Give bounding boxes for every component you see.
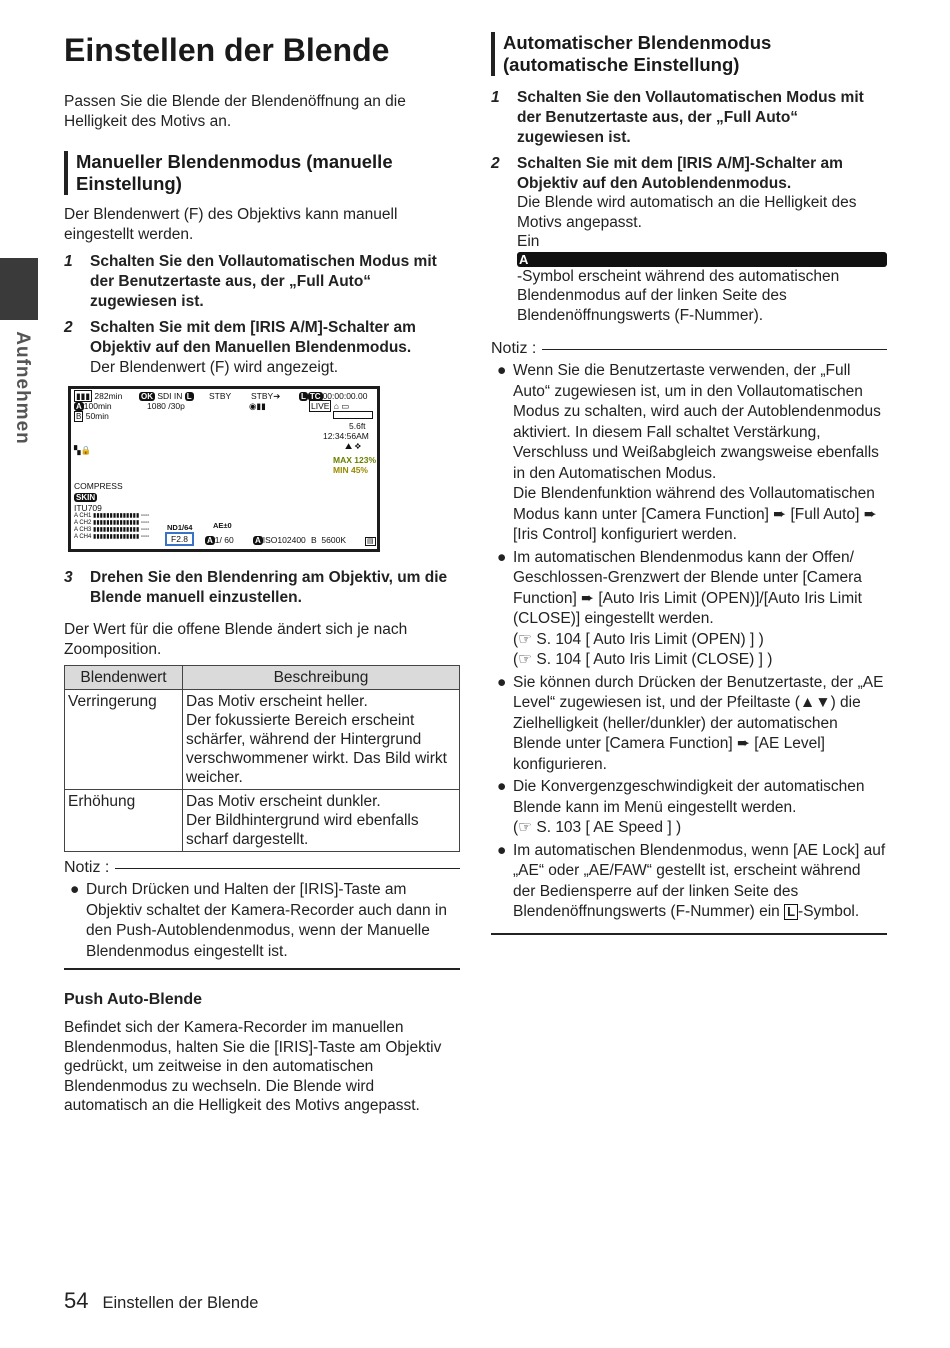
note-end-rule bbox=[491, 933, 887, 935]
note-header: Notiz : bbox=[491, 339, 887, 359]
white-balance: B 5600K bbox=[311, 535, 346, 545]
table-row bbox=[65, 690, 460, 790]
page-number: 54 bbox=[64, 1288, 89, 1313]
sdi-in-indicator: OK SDI IN L bbox=[141, 391, 192, 401]
lock-icon: ▚🔒 bbox=[74, 445, 92, 455]
right-column bbox=[491, 32, 887, 935]
clock: 12:34:56AM bbox=[323, 431, 369, 441]
table-cell: Verringerung bbox=[65, 690, 183, 790]
table-cell: Erhöhung bbox=[65, 790, 183, 852]
page-footer bbox=[64, 1288, 258, 1314]
zebra-max: MAX 123% bbox=[333, 455, 377, 465]
page-reference-link[interactable]: (☞ S. 104 [ Auto Iris Limit (OPEN) ] ) bbox=[513, 630, 764, 648]
auto-step-1: 1 Schalten Sie den Vollautomatischen Modus mit der Benutzertaste aus, der „Full Auto“ zugewiesen ist. bbox=[491, 89, 864, 146]
table-cell: Das Motiv erscheint heller. Der fokussierte Bereich erscheint schärfer, während der Hintergrund verschwommener wirkt. Das Bild wirkt weicher. bbox=[183, 690, 460, 790]
iris-f-value: F2.8 bbox=[165, 532, 194, 546]
iso-value: A ISO102400 bbox=[255, 535, 306, 545]
note-bullet: ● Wenn Sie die Benutzertaste verwenden, der „Full Auto“ zugewiesen ist, um in den Vollautomatischen Modus zu schalten, wird auch der Autoblendenmodus aktiviert. In diesem Fall schaltet Verstärkung, Verschluss und Weißabgleich zwangsweise ebenfalls in den Automatischen Modus. Die Blendenfunktion während des Vollautomatischen Modus kann unter [Camera Function] ➨ [Full Auto] ➨ [Iris Control] konfiguriert werden. bbox=[497, 362, 881, 543]
table-cell: Das Motiv erscheint dunkler. Der Bildhintergrund wird ebenfalls scharf dargestellt. bbox=[183, 790, 460, 852]
push-auto-heading: Push Auto-Blende bbox=[64, 991, 203, 1008]
note-bullet: ● Durch Drücken und Halten der [IRIS]-Taste am Objektiv schaltet der Kamera-Recorder auch dann in den Push-Autoblendenmodus, wenn der Manuelle Blendenmodus eingestellt ist. bbox=[70, 881, 447, 960]
video-format: 1080 /30p bbox=[147, 401, 185, 411]
left-column bbox=[64, 30, 460, 1116]
lock-l-icon: L bbox=[784, 904, 798, 920]
table-row bbox=[65, 790, 460, 852]
note-header: Notiz : bbox=[64, 858, 460, 878]
auto-step-2: 2 Schalten Sie mit dem [IRIS A/M]-Schalter am Objektiv auf den Autoblendenmodus. Die Blende wird automatisch an die Helligkeit des Motivs angepasst. Ein A -Symbol erscheint während des automatischen Blendenmodus auf der linken Seite des Blendenöffnungswerts (F-Nummer). bbox=[491, 154, 887, 325]
stby-status: STBY bbox=[209, 391, 232, 401]
page-title: Einstellen der Blende bbox=[64, 32, 390, 68]
footer-title: Einstellen der Blende bbox=[102, 1294, 259, 1312]
manual-intro-text: Der Blendenwert (F) des Objektivs kann manuell eingestellt werden. bbox=[64, 206, 398, 243]
zebra-min: MIN 45% bbox=[333, 465, 368, 475]
aperture-table bbox=[64, 665, 460, 852]
stby-status-2: STBY➔ bbox=[251, 391, 281, 401]
push-auto-text: Befindet sich der Kamera-Recorder im manuellen Blendenmodus, halten Sie die [IRIS]-Taste am Objektiv gedrückt, um zeitweise in den automatischen Blendenmodus zu wechseln. Die Blende wird automatisch an die Helligkeit des Motivs angepasst. bbox=[64, 1019, 442, 1114]
focus-distance: 5.6ft bbox=[349, 421, 366, 431]
side-tab-label: Aufnehmen bbox=[12, 330, 33, 445]
side-tab-marker bbox=[0, 258, 38, 320]
page-reference-link[interactable]: (☞ S. 104 [ Auto Iris Limit (CLOSE) ] ) bbox=[513, 651, 773, 668]
audio-meters: A CH1 ▮▮▮▮▮▮▮▮▮▮▮▮▮▮ ▫▫▫▫ A CH2 ▮▮▮▮▮▮▮▮▮▮▮▮▮▮ ▫▫▫▫ A CH3 ▮▮▮▮▮▮▮▮▮▮▮▮▮▮ ▫▫▫▫ A CH4 ▮▮▮▮▮▮▮▮▮▮▮▮▮▮ ▫▫▫▫ bbox=[74, 513, 150, 540]
gamma-indicator: ITU709 bbox=[74, 503, 102, 513]
page-reference-link[interactable]: (☞ S. 103 [ AE Speed ] ) bbox=[513, 819, 682, 836]
auto-mode-heading: Automatischer Blendenmodus (automatische Einstellung) bbox=[491, 32, 887, 76]
slot-a-remaining: A 100min bbox=[76, 401, 112, 411]
note-bullet: ● Im automatischen Blendenmodus, wenn [AE Lock] auf „AE“ oder „AE/FAW“ gestellt ist, erscheint während der Bediensperre auf der linken Seite des Blendenöffnungswerts (F-Nummer) ein L -Symbol. bbox=[497, 841, 886, 920]
note-bullet: ● Im automatischen Blendenmodus kann der Offen/ Geschlossen-Grenzwert der Blende unter [Camera Function] ➨ [Auto Iris Limit (OPEN)]/[Auto Iris Limit (CLOSE)] eingestellt werden. (☞ S. 104 [ Auto Iris Limit (OPEN) ] ) (☞ S. 104 [ Auto Iris Limit (CLOSE) ] ) bbox=[491, 548, 887, 671]
table-header: Blendenwert bbox=[65, 666, 183, 690]
note-bullet: ● Sie können durch Drücken der Benutzertaste, der „AE Level“ zugewiesen ist, und der Pfeiltaste (▲▼) die Zielhelligkeit (heller/dunkler) der automatischen Blende unter [Camera Function] ➨ [AE Level] konfigurieren. bbox=[497, 673, 884, 773]
battery-icon: ▮▮▮ 282min bbox=[76, 391, 123, 401]
table-header: Beschreibung bbox=[183, 666, 460, 690]
intro-text: Passen Sie die Blende der Blendenöffnung an die Helligkeit des Motivs an. bbox=[64, 93, 406, 130]
skin-indicator: SKIN bbox=[76, 493, 96, 502]
zoom-note-text: Der Wert für die offene Blende ändert sich je nach Zoomposition. bbox=[64, 621, 408, 658]
viewfinder-screen bbox=[68, 386, 380, 552]
zoom-bar bbox=[333, 411, 373, 419]
manual-mode-heading: Manueller Blendenmodus (manuelle Einstellung) bbox=[64, 151, 460, 195]
live-indicator: LIVE ⌂ ▭ bbox=[311, 401, 350, 411]
timecode: L TC 00:00:00.00 bbox=[301, 391, 368, 401]
step-3: 3 Drehen Sie den Blendenring am Objektiv, um die Blende manuell einzustellen. bbox=[64, 569, 448, 606]
step-2: 2 Schalten Sie mit dem [IRIS A/M]-Schalter am Objektiv auf den Manuellen Blendenmodus. Der Blendenwert (F) wird angezeigt. bbox=[64, 319, 416, 376]
signal-icon: ◉▮▮ bbox=[249, 401, 266, 411]
step-1: 1 Schalten Sie den Vollautomatischen Modus mit der Benutzertaste aus, der „Full Auto“ zugewiesen ist. bbox=[64, 253, 437, 310]
ae-level: AE±0 bbox=[213, 521, 232, 530]
note-end-rule bbox=[64, 968, 460, 970]
osd-icons: ⛰ ❖ bbox=[345, 441, 362, 451]
note-bullet: ● Die Konvergenzgeschwindigkeit der automatischen Blende kann im Menü eingestellt werden. (☞ S. 103 [ AE Speed ] ) bbox=[491, 777, 887, 839]
shutter-speed: A 1/ 60 bbox=[207, 535, 234, 545]
auto-iris-icon: A bbox=[517, 252, 887, 267]
card-icon: ▤ bbox=[367, 538, 374, 545]
compress-indicator: COMPRESS bbox=[74, 481, 123, 491]
nd-filter: ND1/64 bbox=[167, 523, 193, 532]
slot-b-remaining: B 50min bbox=[76, 411, 109, 421]
